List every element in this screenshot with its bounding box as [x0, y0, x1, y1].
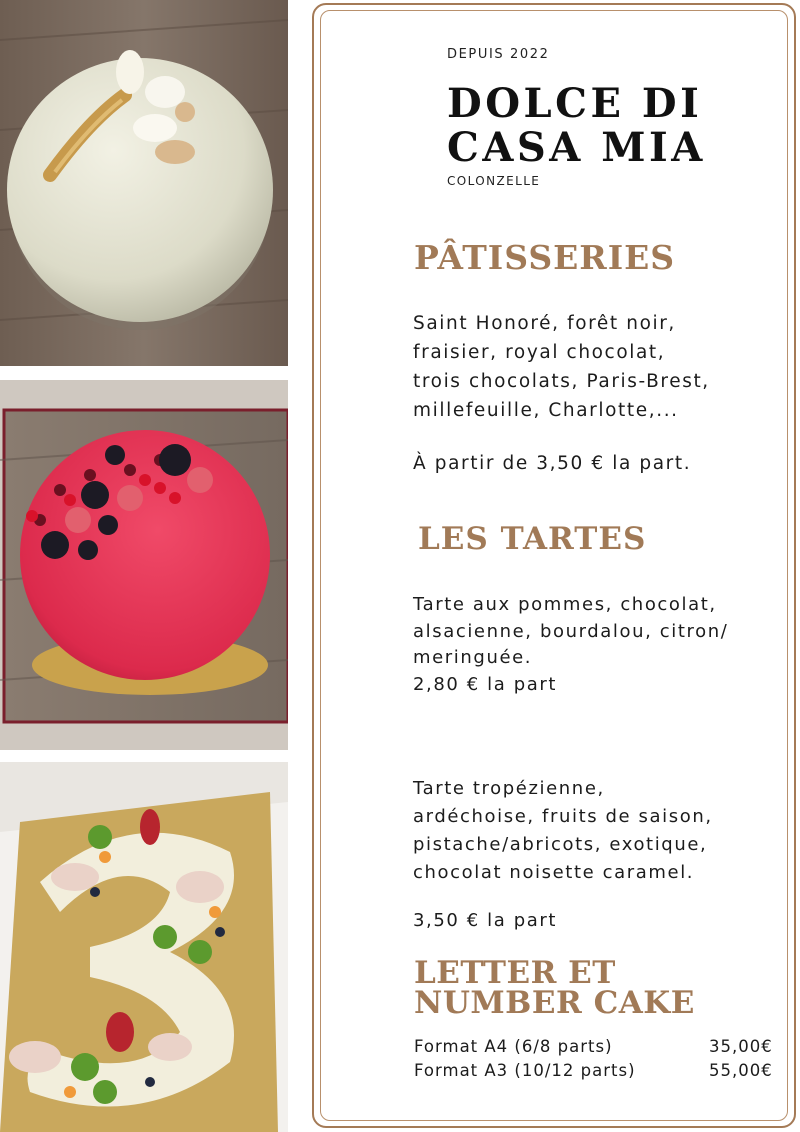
tartes-group-1: Tarte aux pommes, chocolat, alsacienne, bourdalou, citron/ meringuée. 2,80 € la part [413, 594, 729, 695]
format-a4-price: 35,00€ [709, 1037, 773, 1056]
section-title-letter-cake [414, 955, 695, 1021]
patisseries-price: À partir de 3,50 € la part. [413, 453, 692, 474]
letter-cake-title-line-1: LETTER ET [414, 955, 616, 991]
photo-white-entremet [0, 0, 288, 366]
section-title-patisseries: PÂTISSERIES [414, 238, 676, 277]
photo-red-glazed-cake [0, 380, 288, 750]
format-a3-price: 55,00€ [709, 1061, 773, 1080]
tartes-group-2: Tarte tropézienne, ardéchoise, fruits de saison, pistache/abricots, exotique, chocolat noisette caramel. [413, 778, 713, 883]
photo-number-cake [0, 762, 288, 1132]
letter-cake-title-line-2: NUMBER CAKE [414, 985, 695, 1021]
brand-name [447, 82, 777, 170]
patisseries-description: Saint Honoré, forêt noir, fraisier, royal chocolat, trois chocolats, Paris-Brest, millefeuille, Charlotte,... [413, 313, 710, 421]
format-a3-label: Format A3 (10/12 parts) [414, 1061, 636, 1080]
brand-name-line-2: CASA MIA [447, 124, 706, 171]
tartes-group-2-price: 3,50 € la part [413, 910, 558, 931]
location-label: COLONZELLE [447, 174, 541, 188]
format-a4-label: Format A4 (6/8 parts) [414, 1037, 613, 1056]
section-title-tartes: LES TARTES [418, 521, 647, 557]
established-label: DEPUIS 2022 [447, 47, 550, 62]
brand-name-line-1: DOLCE DI [447, 80, 703, 127]
